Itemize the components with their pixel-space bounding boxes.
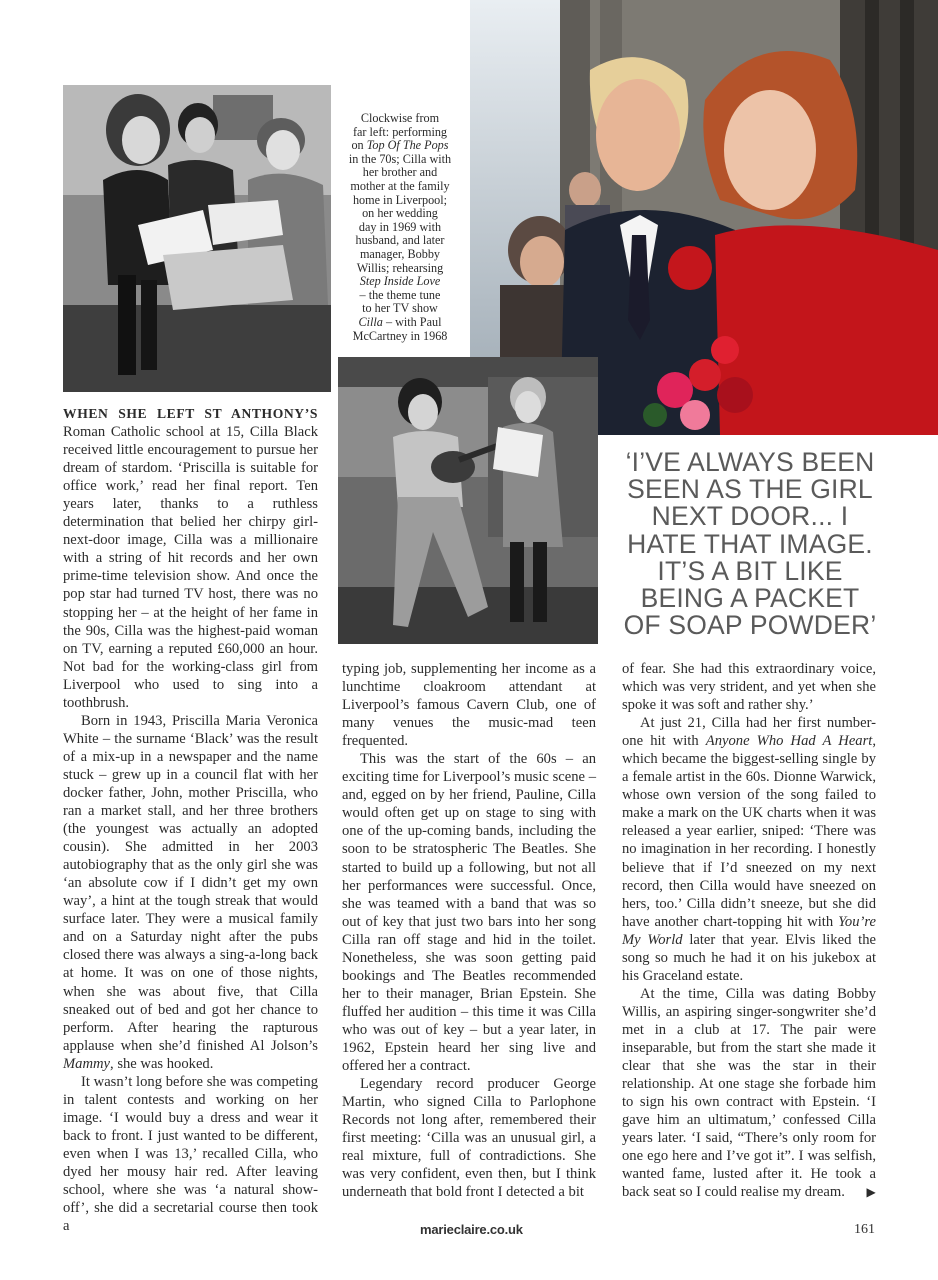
caption-line: home in Liverpool; — [352, 192, 448, 207]
footer-website: marieclaire.co.uk — [420, 1222, 523, 1237]
paragraph-text: At just 21, Cilla had her first number-one hit with — [622, 715, 876, 750]
paragraph: Legendary record producer George Martin, who signed Cilla to Parlophone Records not long after, remembered their first meeting: ‘Cilla was an unusual girl, a real mixture, full of contradictions. She was very confident, even then, but I think underneath that bold front I detected a bit — [342, 1076, 596, 1201]
pull-quote-line: OF SOAP POWDER’ — [623, 610, 877, 641]
paragraph-text: Born in 1943, Priscilla Maria Veronica White – the surname ‘Black’ was the result of a mix-up in a newspaper and the name stuck – grew up in a council flat with her docker father, John, mother Priscilla, who ran a market stall, and her three brothers (the youngest was actually an adopted cousin). She admitted in her 2003 autobiography that as the only girl she was ‘an absolute cow if I didn’t get my own way’, a hint at the tough streak that would surface later. They were a musical family and on a Saturday night after the pubs closed there was always a sing-a-long back at home. It was on one of those nights, when she was about five, that Cilla sneaked out of bed and got her chance to perform. After hearing the rapturous applause when she’d finished Al Jolson’s — [63, 712, 318, 1054]
paragraph — [622, 714, 876, 985]
pull-quote-line: BEING A PACKET — [640, 583, 860, 614]
paragraph-text: At the time, Cilla was dating Bobby Willis, an aspiring singer-songwriter she’d met in a club at 17. The pair were inseparable, but from the start she made it clear that she was the star in their relationship. At one stage she forbade him to sign his own contract with Epstein. ‘I gave him an ultimatum,’ confessed Cilla years later. ‘I said, “There’s only room for one ego here and I’ve got it”. I was selfish, wanted fame, lusted after it. He took a back seat so I could realise my dream. — [622, 985, 876, 1201]
photo-family-home — [63, 85, 331, 392]
caption-line: manager, Bobby — [359, 246, 441, 261]
caption-line: on — [351, 138, 367, 153]
caption-line: – the theme tune — [359, 287, 441, 302]
caption-line: – with Paul — [382, 314, 442, 329]
photo-caption — [340, 112, 460, 343]
caption-line: to her TV show — [362, 301, 438, 316]
caption-line: on her wedding — [362, 206, 438, 221]
song-title: You’re My World — [622, 913, 876, 948]
paragraph — [63, 405, 318, 712]
paragraph: typing job, supplementing her income as a lunchtime cloakroom attendant at Liverpool’s famous Cavern Club, one of many venues the music-mad teen frequented. — [342, 661, 596, 750]
page-number: 161 — [854, 1222, 875, 1237]
paragraph: This was the start of the 60s – an exciting time for Liverpool’s music scene – and, egged on by her friend, Pauline, Cilla would often get up on stage to sing with one of the up-coming bands, including the soon to be stratospheric The Beatles. She started to build up a following, but not all her performances were successful. Once, she was teamed with a band that was so out of key that just two bars into her song Cilla ran off stage and hid in the toilet. Nonetheless, she was soon getting paid bookings and The Beatles recommended her to their manager, Brian Epstein. She fluffed her audition – this time it was Cilla who was out of key – but a year later, in 1962, Epstein heard her sing live and offered her a contract. — [342, 751, 596, 1075]
pull-quote-line: IT’S A BIT LIKE — [657, 555, 843, 586]
article-column-3 — [622, 660, 876, 1201]
paragraph-text: later that year. Elvis liked the song so much he had it on his jukebox at his Graceland estate. — [622, 931, 876, 984]
caption-line: her brother and — [362, 165, 438, 180]
caption-tv-show-title: Cilla — [358, 314, 383, 329]
pull-quote-line: HATE THAT IMAGE. — [627, 528, 873, 559]
paragraph-text: , which became the biggest-selling single by a female artist in the 60s. Dionne Warwick, whose own version of the song failed to make a mark on the UK charts when it was released a year earlier, sniped: ‘There was no imagination in her recording. I honestly believe that if I’d sneezed on my next record, then Cilla would have sneezed on hers, too.’ Cilla didn’t sneeze, but she did have another chart-topping hit with — [622, 733, 876, 930]
caption-line: McCartney in 1968 — [352, 328, 448, 343]
paragraph: It wasn’t long before she was competing in talent contests and working on her image. ‘I would buy a dress and wear it back to front. I just wanted to be different, even when I was 13,’ recalled Cilla, who dyed her mousy hair red. After leaving school, where she was ‘a natural show-off’, she did a secretarial course then took a — [63, 1073, 318, 1235]
caption-song-title: Step Inside Love — [359, 274, 441, 289]
caption-line: Willis; rehearsing — [356, 260, 444, 275]
pull-quote-line: NEXT DOOR... I — [651, 501, 849, 532]
paragraph — [622, 985, 876, 1202]
pull-quote — [610, 449, 890, 639]
article-column-1 — [63, 405, 318, 1235]
lead-in: WHEN SHE LEFT ST ANTHONY’S — [63, 406, 318, 421]
caption-line: mother at the family — [350, 178, 450, 193]
caption-show-title: Top Of The Pops — [366, 138, 449, 153]
song-title: Mammy — [63, 1055, 111, 1072]
pull-quote-line: ‘I’VE ALWAYS BEEN — [625, 447, 875, 477]
photo-rehearsal — [338, 357, 598, 644]
caption-line: day in 1969 with — [358, 219, 442, 234]
paragraph — [63, 712, 318, 1073]
caption-line: in the 70s; Cilla with — [348, 151, 452, 166]
pull-quote-line: SEEN AS THE GIRL — [627, 474, 873, 505]
paragraph: of fear. She had this extraordinary voice, which was very strident, and yet when she spoke it was soft and rather shy.’ — [622, 661, 876, 714]
song-title: Anyone Who Had A Heart — [705, 733, 873, 750]
paragraph-text: , she was hooked. — [110, 1055, 214, 1072]
caption-line: husband, and later — [355, 233, 445, 248]
paragraph-text: Roman Catholic school at 15, Cilla Black received little encouragement to pursue her dream of stardom. ‘Priscilla is suitable for office work,’ read her final report. Ten years later, thanks to a ruthless determination that belied her chirpy girl-next-door image, Cilla was a millionaire with a string of hit records and her own prime-time television show. And once the pop star had turned TV host, there was no stopping her – at the height of her fame in the 90s, Cilla was the highest-paid woman on TV, earning a reputed £60,000 an hour. Not bad for the working-class girl from Liverpool who used to sing into a toothbrush. — [63, 424, 318, 711]
caption-line: Clockwise from — [360, 111, 440, 125]
caption-line: far left: performing — [352, 124, 448, 139]
article-column-2 — [342, 660, 596, 1201]
end-of-page-arrow-icon: ▶ — [866, 1185, 876, 1200]
